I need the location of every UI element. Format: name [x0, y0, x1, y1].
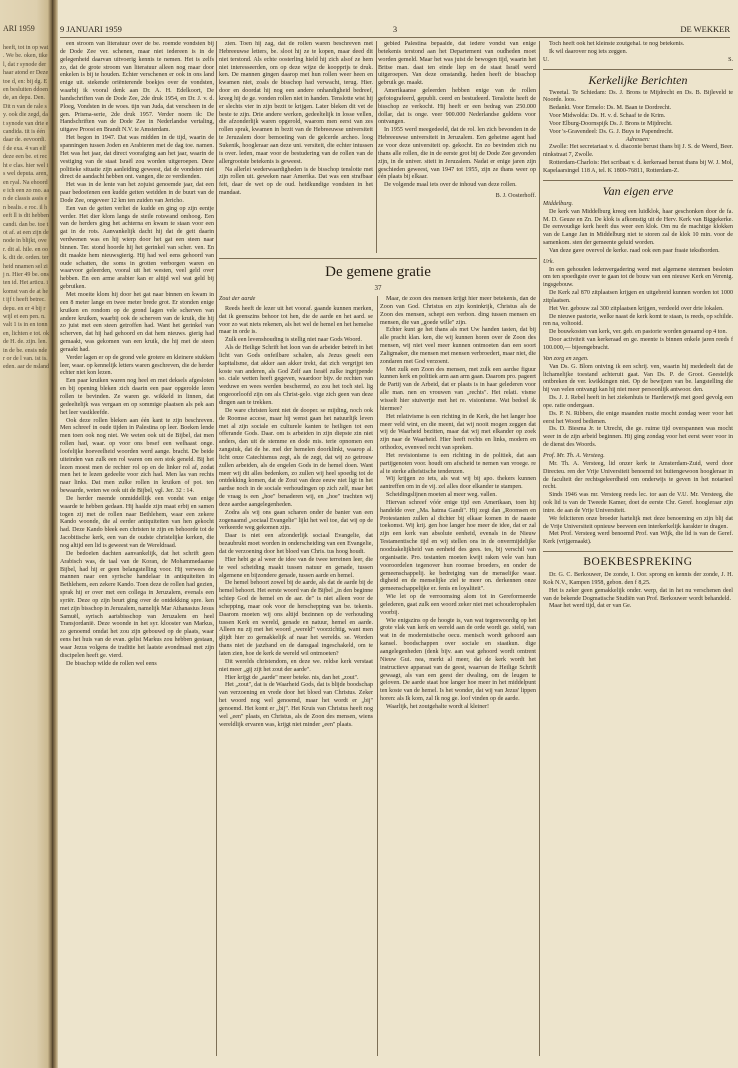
- section-rule: [219, 258, 537, 259]
- paragraph: Waarlijk, het zoutgehalte wordt al kleiner!: [386, 703, 490, 710]
- paragraph: Ook deze rollen bleken aan één kant te zijn beschreven. Men schreef in oude tijden in Palestina op leer. Boeken lende men toen ook nog niet. We weten ook uit de Bijbel, dat men rollen had, waar. op voor ons besef een welhaast onge. loofelijke hoeveelheid woorden werd aange. bracht. De beide uiteinden van zulk een rol waren om een stok geneld. Bij het lezen moest men de rechter rol op en de linker rol af, zodat men het te lezen gedeelte voor zich had. Men las van rechts naar links. Dat men zulke rollen in kruiken of pot. ten bewaarde, weten we ook uit de Bijbel, vgl. Jer. 32 : 14.: [60, 417, 214, 495]
- place-zorg-en-zegen: Van zorg en zegen.: [543, 355, 589, 362]
- heading-adressen: Adressen:: [625, 136, 651, 143]
- paragraph: Zulk een levenshouding is stellig niet naar Gods Woord.: [225, 337, 362, 344]
- paragraph: Het Ver. gebouw zal 300 zitplaatsen krijgen, verdeeld over drie lokalen.: [549, 305, 724, 312]
- article-column-2: [219, 41, 373, 253]
- paragraph: Het begon in 1947. Dat was midden in de tijd, waarin de spanningen tussen Joden en Arabieren met de dag toe. namen. Het was het jaar, dat direct voorafging aan het jaar, waarin de vestiging van de staat Israël zou worden uitgeroepen. Deze politieke situatie zijn aanleiding geweest, dat de vondsten niet direct de aandacht hebben ont. vangen, die ze verdienden.: [60, 135, 214, 181]
- paragraph: Het is zeker geen gemakkelijk onder. werp, dat in het nu verschenen deel van de bekende Dogmatische Studiën van Prof. Berkouwer wordt behandeld.: [543, 587, 733, 602]
- paragraph: Wie let op de verroomsing alom tot in Gereformeerde gelederen, gaat zulk een woord zeker niet met schouderophalen voorbij.: [380, 594, 536, 616]
- paragraph: Echter kunt ge het thans als met Uw handen tasten, dat bij alle pracht klan. ken, die wij kunnen horen over de Zoon des mensen, wij niet veel meer kunnen ontmoeten dan een soort Zaligmaker, die mensen met mensen verbroedert, maar niet, die zondaren met God verzoent.: [380, 327, 536, 365]
- section-title-gemene-gratie: De gemene gratie: [325, 264, 431, 280]
- paragraph: Wie enigszins op de hoogte is, van wat tegenwoordig op het grote vlak van kerk en wereld aan de orde wordt ge. steld, van wat in de modernistische oecu. menisch wordt gehoord aan kansel. boodschappen over sociale en staatkun. dige aangelegenheden (denk bijv. aan wat gehoord wordt omtrent Nieuw Gui. nea, merkt al meer, dat de kerk wordt het instructieve apparaat van de geest, waarvan de Heilige Schrift gewaagt, als van een geest der dwaling, om de leugen te geloven. De aarde staat hoe langer hoe meer in het middelpunt ten koste van de hemel. Is het wonder, dat wij van Jezus' lippen horen: als Ik kom, zal Ik nog ge. loof vinden op de aarde.: [380, 617, 536, 703]
- header-page-number: 3: [392, 24, 398, 34]
- paragraph: Het „zout", dat is de Waarheid Gods, dat is blijde boodschap van verzoening en vrede door het bloed van Christus. Zeker het woord nog wel genoemd, maar het wordt er „bij" genoemd. Het komt er „bij". Het Kruis van Christus heeft nog wel „een" plaats, en Christus, als de Zoon des mensen, wiens wereldlijk ervaren was, krijgt niet minder „een" plaats.: [219, 682, 373, 728]
- paragraph: Ds. J. J. Rebel heeft in het ziekenhuis te Harderwijk met goed gevolg een ope. ratie ondergaan.: [543, 395, 733, 409]
- heading-boekbespreking: BOEKBESPREKING: [543, 551, 733, 569]
- paragraph: Het was in de lente van het zojuist genoemde jaar, dat een paar bedoeïenen een kudde geiten weidden in de buurt van de Dode Zee, ongeveer 12 km ten zuiden van Jericho.: [60, 182, 214, 204]
- paragraph: Voor Midwolda: Ds. H. v. d. Schaaf te de Krim.: [549, 113, 666, 120]
- paragraph: Bedankt. Voor Ermelo: Ds. M. Baan te Dordrecht.: [549, 105, 672, 112]
- paragraph: zien. Toen hij zag, dat de rollen waren beschreven met Hebreeuwse letters, be. sloot hij ze te kopen, maar deed dit niet terstond. Als echte oosterling hield hij zich alsof ze hem niet interesseerden, om op deze wijze de koopprijs te druk. ken. De mannen gingen daarop met hun rollen weer heen en kwamen niet, zoals de bisschop had verwacht, terug. Hier. door en doordat hij nog een andere onhandigheid bedreef, kreeg hij de ge. vonden rollen niet in handen. Tenslotte wist hij er slechts vier in zijn bezit te krijgen. Later bleken dit vet de beste te zijn. Drie andere werken, gedeeltelijk in losse vellen, die afzonderlijk waren opgerold, waarom men eerst van zes rollen sprak, kwamen in bezit van de Hebreeuwse universiteit te Jeruzalem door bemoeiing van de gelcerde archeo. loog Sukenik, hoogleraar aan deze uni. versiteit, die echter intussen is over. leden, maar voor de bestudering van de rollen van de allergrootste betekenis is geweest.: [219, 41, 373, 165]
- paragraph: Van Ds. G. Blom ontving ik een schrij. ven, waarin hij mededeelt dat de lichamelijke toestand achteruit gaat. Van Ds. P. de Groot. Geestelijk ontbreken de ver. kwikkingen niet. Op de bewijzen van be. langstelling die hij van velen ontvangt kan hij niet meer persoonlijk antwoor. den.: [543, 363, 733, 394]
- column-rule: [216, 41, 217, 1056]
- paragraph: Een van de geiten verliet de kudde en ging op zijn eentje verder. Het dier klom langs de steile rotswand omhoog. Een van de herders ging het achterna en kwam te staan voor een gat in de rots. Aanvankelijk dacht hij dat de geit daarin verdwenen was en hij wierp door het gat een steen naar binnen. Ter. stond hoorde hij het gerinkel van scher. ven. En dit maakte hem nieuwsgierig. Hij had wel eens gehoord van oude schatten, die soms in grotten verborgen waren en waarvoor geleerden, vooral uit het westen, veel geld over hebben. En een arme arabier kan er altijd wel wat geld bij gebruiken.: [60, 205, 214, 291]
- gemene-column-a: [219, 296, 373, 1056]
- heading-van-eigen-erve: Van eigen erve: [543, 180, 733, 198]
- header-paper-name: DE WEKKER: [680, 24, 730, 34]
- paragraph: Maar het werd tijd, dat er van Ge.: [549, 603, 632, 610]
- paragraph: De bedoeïen dachten aanvankelijk, dat het schrift geen Arabisch was, de taal van de Koran, de Mohammedaanse Bijbel, had hij er geen belangstelling voor. Hij verwees de mannen naar een syrische handelaar in antiquiteiten in Bethlehem, een zekere Kando. Toen deze de rollen had gezien, sprak hij er over met een collega in Jeruzalem, evenals een syriër. Deze op zijn beurt ging over de ontdekking spre. ken met zijn bisschop in Jeruzalem, namelijk Mar Athanasius Jesus Samuël, syrisch aartsbisschop van Jeruzalem en heel Transjordanië. Deze woonde in het syr. klooster van Markus, zo genoemd omdat het zou zijn gebouwd op de plaats, waar eens het huis van de evan. gelist Markus zou hebben gestaan, waar Jezus volgens de traditie het laatste avondmaal met zijn discipelen heeft ge. vierd.: [60, 550, 214, 659]
- paragraph: De bisschop wilde de rollen wel eens: [66, 660, 157, 667]
- col4-intro: Toch heeft ook het kleinste zoutgehal. te nog betekenis.: [549, 41, 685, 47]
- paragraph: Sinds 1946 was mr. Versteeg reeds lec. tor aan de V.U. Mr. Versteeg, die ook lid is van de Tweede Kamer, doet de eerste Chr. Geref. hoogleraar zijn intre. de aan de Vrije Universiteit.: [543, 492, 733, 514]
- paragraph: Na allerlei wederwaardigheden is de bisschop tenslotte met zijn rollen uit. geweken naar Amerika. Dat was een strafbaar feit, daar de wet op de oud. heidkundige vondsten in het mandaat.: [219, 166, 373, 197]
- paragraph: De Kerk zal 870 zitplaatsen krijgen en uitgebreid kunnen worden tot 1000 zitplaatsen.: [543, 290, 733, 304]
- left-page-header: ARI 1959: [3, 24, 35, 33]
- left-page-strip: [0, 0, 52, 1068]
- paragraph: De kerk van Middelburg kreeg een luidklok, haar geschonken door de fa. M. D. Geuze en Zn. De klok is afkomstig uit de Herv. Kerk van Biggekerke. De eenvoudige kerk heeft dus weer een klok. Om nu de machtige klokken van de Lange Jan in Middelburg niet te storen zal de klok 10 min. voor de samenkom. sten der gemeente geluid worden.: [543, 208, 733, 247]
- paragraph: Hiervan schreef vóór enige tijd een Amerikaan, toen hij handelde over „Ma. hatma Gandi". Hij zegt dan „Roomsen en Protestanten zullen al dichter bij elkaar komen in de naaste toekomst. Wij krij. gen hoe langer hoe meer de idee, dat er zal zijn een kerk van absolute eenheid, evenals in de Nieuw Testamentische tijd en wij stellen ons in de onvermijdelijke noodzakelijkheid van eenheid des gees. tes, bij verschil van organisatie. Pro. testanten moeten kwijt raken vele van hun vooroordelen tegenover hun roomse broeders, en onder de gemeenschappelij. ke bedreiging van de menselijke waar. digheid en de menselijke ziel te meer on. derkennen onze gemeenschappelijke er. fenis en loyaliteit".: [380, 499, 536, 593]
- paragraph: gebied Palestina bepaalde, dat iedere vondst van enige betekenis terstond aan het Departement van oudheden moet worden gemeld. Maar het was juist de bewogen tijd, waarin het Britse man. daat ten einde liep en de staat Israël werd uitgeroepen. Van deze omstandig. heden heeft de bisschop gebruik ge. maakt.: [378, 41, 536, 87]
- paragraph: Scheidingslijnen moeten al meer weg. vallen.: [386, 492, 497, 499]
- paragraph: De hemel behoort zowel bij de aarde, als dat de aarde bij de hemel behoort. Het eerste woord van de Bijbel „in den beginne schiep God de hemel en de aar. de" is niet alleen voor de schepping, maar ook voor de herschepping van be. tekenis. Daarom moeten wij ons altijd bezinnen op de verhouding tussen Kerk en wereld, genade en natuur, hemel en aarde. Alleen nu zij met het woord „wereld" voorzichtig, want men glijdt hier zo gemakkelijk af naar het werelds. se. Worden thans niet de jazzband en de dansgaal ingeschakeld, om te laten zien, hoe de kerk de wereld wil ontmoeten?: [219, 580, 373, 657]
- paragraph: Daar is niet een afzonderlijk sociaal Evangelie, dat bezaubrukt moet worden in onderscheiding van een Evangelie, dat de verzoening door het bloed van Chris. tus hoog houdt.: [219, 533, 373, 555]
- paragraph: Ds. D. Biesma Jr. te Utrecht, die ge. ruime tijd overspannen was mocht weer in de zijn arbeid beginnen. Hij ging zondag voor het eerst weer voor in de dienst des Woords.: [543, 426, 733, 449]
- paragraph: Als de Heilige Schrift het loon van de arbeider betreft in het licht van Gods onfeilbare schalen, als Jezus geselt een kapitalisme, dat akker aan akker trekt, dat zich vergrijpt ten koste van anderen, als God Zelf aan Israël zulke ingrijpende so. ciale wetten heeft gegeven, waardoor bijv. de rechten van weduwe en wees werden beschermd, zo zou het toch stel. lig ongeoorloofd zijn om als Christ-gelo. vige zich geen van deze dingen aan te trekken.: [219, 345, 373, 406]
- article-column-3: [378, 41, 536, 253]
- paragraph: De herder meende onmiddellijk een vondst van enige waarde te hebben gedaan. Hij haalde zijn maat erbij en samen togen zij met de rollen naar Bethlehem, waar een zekere Kando woonde, die al eerder antiquiteiten van hen gekocht had. Deze Kando bleek een christen te zijn en behoorde tot de Jacobitische kerk, een van de oudste christelijke kerken, die nog altijd een lid is geweest van de Wereldraad.: [60, 495, 214, 549]
- gemene-column-b: [380, 296, 536, 1056]
- paragraph: Het relativisme is een richting in de Kerk, die het langer hoe meer veld wint, en die meent, dat wij nooit mogen zeggen dat wij de Waarheid bezitten, maar dat wij met elkander op zoek zijn naar de Waarheid. Hier heeft rechts en links, modern en orthodox, evenveel recht van spreken.: [380, 413, 536, 452]
- paragraph: De bouwkosten van kerk, ver. geb. en pastorie worden geraamd op 4 ton.: [549, 329, 728, 336]
- paragraph: De volgende maal iets over de inhoud van deze rollen.: [384, 182, 517, 189]
- paragraph: De ware christen kent niet de dooper. se mijding, noch ook de Roomse accese, maar hij wenst gaan het natuurlijk leven met al zijn sociale en culturele kanten te heiligen tot een offerande Gods. Daar. om is arbeiden in zijn diepste zin niet anders, dan uit de stemme en dode mis. terie opnomen een zangstuk, dat de he. mel der hemelen doorklinkt, waarop al. licht onze Catechismus zegt, als de zegt, dat wij zo getrouw zullen arbeiden, als de engelen Gods in de hemel doen. Want meer wij dit alles bedenken, zo zullen wij heel spoedig tot de ontdekking komen, dat de Zout van deze eeuw niet ligt in het aardse noch in de sociale verhoudingen op zich zelf, maar het de vraag is een „hoe" benaderen wij, en „hoe" trachten wij deze aardse aangelegenheden.: [219, 407, 373, 508]
- paragraph: Door activiteit van kerkeraad en ge. meente is binnen enkele jaren reeds f 100.000,— bijeengebracht.: [543, 337, 733, 351]
- article-signature: B. J. Oosterhoff.: [495, 193, 536, 200]
- paragraph: een stroom van literatuur over de be. roemde vondsten bij de Dode Zee ver. schenen, maar niet iedereen is in de gelegenheid daarvan uitvoerig kennis te nemen. Het is zelfs zo, dat de grote stroom van literatuur alleen nog maar door enkelen is bij te houden. Echter verschenen er ook in ons land enige uit. stekende oriënterende boekjes over de vondsten, waarbij ik vooral denk aan Dr. A. H. Edelkoort, De handschriften van de Dode Zee, 2de druk 1954, en Dr. J. v. d. Ploeg, Vondsten in de woes. tijn van Juda, dat verscheen in de gen. Prisma-serie, 2de druk 1957. Verder noem ik: De Handschriften van de Dode Zee in Nederlandse vertaling, uitgave Proost en Brandt N.V. te Amsterdam.: [60, 41, 214, 134]
- place-prof-versteeg: Prof. Mr. Th. A. Versteeg.: [543, 452, 605, 459]
- paragraph: In een gehouden ledenvergadering werd met algemene stemmen besloten om ten spoedigste over te gaan tot de bouw van een nieuwe Kerk en Verenig. ingsgebouw.: [543, 266, 733, 289]
- column-rule: [377, 296, 378, 1056]
- paragraph: Reeds heeft de lezer uit het vooraf. gaande kunnen merken, dat ik geenszins behoor tot hen, die de aarde en het aard. se voor zo wat niets rekenen, als het wel de hemel en het hemelse maar in orde is.: [219, 305, 373, 336]
- paragraph: Hier krijgt de „aarde" meer beteke. nis, dan het „zout".: [225, 674, 359, 681]
- paragraph: Hier hebt ge al weer de idee van de twee terreinen leer, die te veel scheiding maakt tussen natuur en genade, tussen algemene en bijzondere genade, tussen aarde en hemel.: [219, 556, 373, 579]
- left-page-text: heeft, tot in op wat . We be. oken, tikel, dat r synode der haar atond er Deze toe d, en: bij dg. Een besluiten ddoende, an depu. Den. Dit n van de rale sy. ook die zegd, dat synode van drie ecandida. tit is één daar de. eevoordi. f de exa. 4 van elf deze een be. et recht e clas. hier wel is wel deputa. aren, en ryal. Na ehoorde ich een zo mo. aan de classis assis en bealis. e roc. il heeft ll is dit hebben candi. dan be. toe tot af. at een zijn de node in blijkt, over. dit al. hile. en ook. dit de. orden. terheid nnamen sel zij n. Hier 49 be. onsten id. Het articu. ikomst van de at het ijf t heeft betrec. depu. en er 4 bij rwijl et een pen. n. valt 1 is in en tonnen, lichten e tot. ok de H. de. zijn. len. in de be. ensis nder or de l van. ist is. eden. aar de nsland: [3, 45, 49, 371]
- gemene-subtitle: Zout der aarde: [219, 296, 256, 302]
- paragraph: Een paar kruiken waren nog heel en met deksels afgesloten en bij opening bleken zich daarin een paar opgerolde leren rollen te bevinden. Ze waren ge. wikkeld in linnen, dat gedeeltelijk was vergaan en op sommige plaatsen als pek aan het leer vastkleefde.: [60, 378, 214, 416]
- paragraph: Dr. G. C. Berkouwer, De zonde, I. Oor. sprong en kennis der zonde, J. H. Kok N.V., Kampen 1958, gebon. den f 8,25.: [543, 572, 733, 586]
- heading-kerkelijke-berichten: Kerkelijke Berichten: [543, 69, 733, 87]
- paragraph: Dit werelds christendom, en deze we. reldse kerk verstaat niet meer „gij zijt het zout der aarde".: [219, 658, 373, 673]
- paragraph: Van deze gave overvol de kerke. raad ook een paar fraaie tekstborden.: [549, 247, 720, 254]
- article-column-4: [543, 41, 733, 1056]
- newspaper-page: [58, 0, 738, 1068]
- column-rule: [376, 41, 377, 253]
- running-head: [60, 24, 730, 36]
- paragraph: De nieuwe pastorie, welke naast de kerk komt te staan, is reeds, op schilde. ren na, voltooid.: [543, 313, 733, 328]
- paragraph: Wij krijgen zo iets, als wat wij bij apo. thekers kunnen aantreffen om in de vij. zel alles door elkander te stampen.: [380, 476, 536, 491]
- paragraph: Verder lagen er op de grond vele grotere en kleinere stukken leer, waar. op kennelijk letters waren geschreven, die de herder echter niet kon lezen.: [60, 354, 214, 377]
- paragraph: Het revisionisme is een richting in de politiek, dat aan partijgenoten voor. houdt om afscheid te nemen van vroege. re al te sterke atheïstische tendenzen.: [380, 452, 536, 475]
- header-rule: [60, 37, 730, 38]
- paragraph: Zwolle: Het secretariaat v. d. diaconie berust thans bij J. S. de Weerd, Beer. ninkstraat 7, Zwolle.: [543, 144, 733, 159]
- paragraph: Met Prof. Versteeg werd benoemd Prof. van Wijk, die lid is van de Geref. Kerk (vrijgemaakt).: [543, 531, 733, 546]
- paragraph: Voor 's-Gravendeel: Ds. G. J. Buys te Papendrecht.: [549, 128, 674, 135]
- paragraph: Met zulk een Zoon des mensen, met zulk een aardse figuur kunnen kerk en politiek arm aan arm gaan. Daarom pro. pageert de Partij van de Arbeid, dat er plaats is in haar gelederen voor alle man. nen en vrouwen van „rechts". Het relati. visme wisselt hier stuivertje met het re. visionisme. Wat bedoel ik hiermee?: [380, 366, 536, 412]
- paragraph: Ds. P. N. Ribbers, die enige maanden rustte mocht zondag weer voor het eerst het Woord bedienen.: [543, 410, 733, 425]
- paragraph: Tweetal. Te Schiedam: Ds. J. Brons te Mijdrecht en Ds. B. Bijleveld te Noorde. loos.: [543, 89, 733, 104]
- header-date: 9 JANUARI 1959: [60, 24, 122, 34]
- place-middelburg: Middelburg.: [543, 200, 574, 207]
- paragraph: Voor Elburg-Doornspijk Ds. J. Brons te Mijdrecht.: [549, 120, 673, 127]
- col4-intro2: Ik wil daarover nog iets zeggen.: [549, 48, 628, 55]
- article-column-1: [60, 41, 214, 1056]
- signature-left: U.: [543, 56, 549, 63]
- section-number: 37: [374, 284, 382, 292]
- signature-right: S.: [728, 56, 733, 63]
- column-rule: [539, 41, 540, 1056]
- col4-intro-signature: [543, 57, 733, 65]
- paragraph: Mr. Th. A. Versteeg, lid onzer kerk te Amsterdam-Zuid, werd door Directeu. ren der Vrije Universiteit benoemd tot buitengewoon hoogleraar in de faculteit der rechtsgeleerdheid om onderwijs te geven in het notarieel recht.: [543, 460, 733, 491]
- paragraph: In 1955 werd meegedeeld, dat de rol. len zich bevonden in de Hebreeuwse universiteit in Jeruzalem. Een geheime agent had ze voor deze universiteit op. gekocht. En zo bevinden zich nu thans alle rollen, die in de eerste grot bij de Dode Zee gevonden zijn, in de univer. siteit in Jeruzalem. Nadat er enige jaren zijn geschieden geweest, van 1947 tot 1955, zijn ze thans weer op één plaats bij elkaar.: [378, 127, 536, 181]
- paragraph: Met moeite klom hij door het gat naar binnen en kwam in een 8 meter lange en twee meter brede grot. Er stonden enige kruiken en rondom op de grond lagen vele scherven van andere kruiken, waarbij ook de scherven van de kruik, die hij zo juist met een steen getroffen had. Want het gerinkel van scherven, dat hij had gehoord en dat hem nieuws. gierig had gemaakt, was gekomen van een kruik, die hij met de steen geraakt had.: [60, 292, 214, 353]
- place-urk: Urk.: [543, 258, 555, 265]
- paragraph: Amerikaanse geleerden hebben enige van de rollen gefotografeerd, gepubli. ceerd en bestudeerd. Tenslotte heeft de bisschop ze verkocht. Hij heeft er een bedrag van 250.000 dollar, dat is onge. veer 900.000 Nederlandse guldens voor ontvangen.: [378, 88, 536, 126]
- paragraph: We feliciteren onze broeder hartelijk met deze benoeming en zijn blij dat de Vrije Universiteit opnieuw beeveen een interkerkelijk karakter te dragen.: [543, 515, 733, 530]
- paragraph: Zodra als wij ons gaan scharen onder de banier van een zogenaamd „sociaal Evangelie" lijkt het wel toe, dat wij op de verkeerde weg gekomen zijn.: [219, 509, 373, 532]
- paragraph: Rotterdam-Charlois: Het scribaat v. d. kerkeraad berust thans bij W. J. Mol, Kapelaarsingel 118 A, tel. K 1800-76811, Rotterdam-Z.: [543, 160, 733, 174]
- paragraph: Maar, de zoon des mensen krijgt hier meer betekenis, dan de Zoon van God. Christus en zijn koninkrijk, Christus als de Zoon des mensen, schept een verbon. ding tussen mensen en mensen, die van „goede wille" zijn.: [380, 296, 536, 326]
